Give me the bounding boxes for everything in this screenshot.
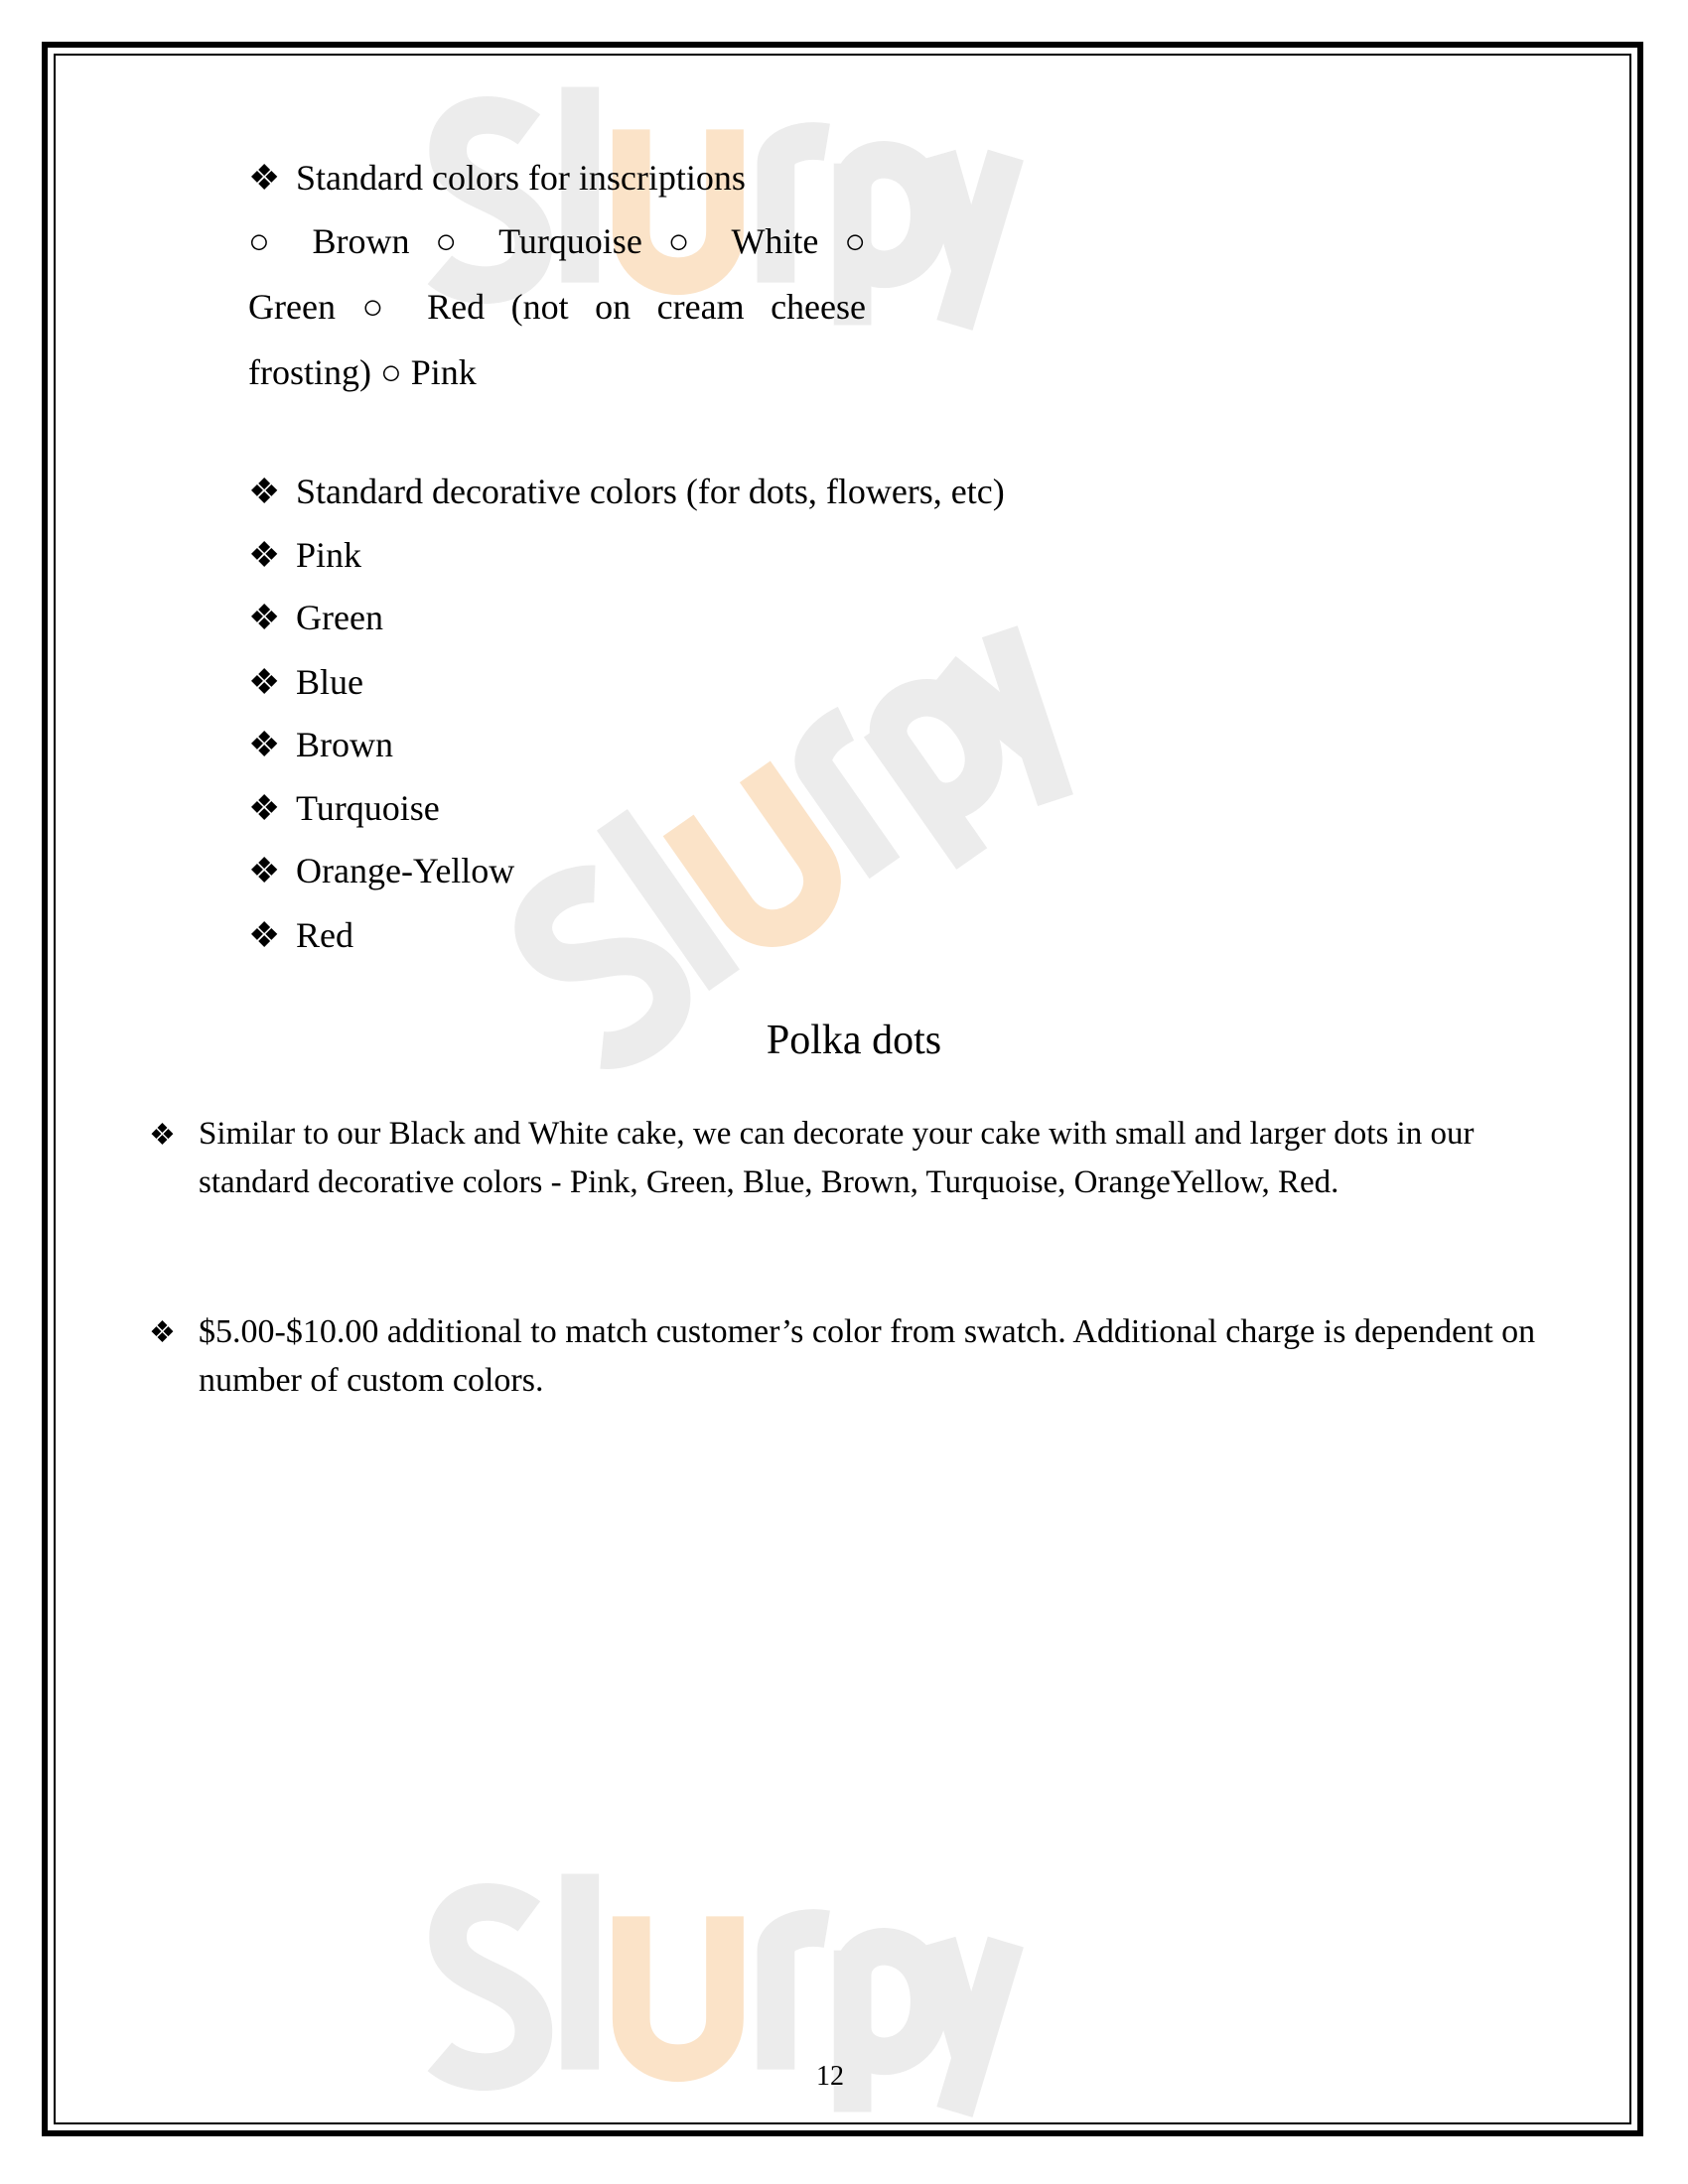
diamond-bullet-icon: ❖ (248, 472, 281, 511)
decorative-heading (248, 471, 1005, 512)
diamond-bullet-icon: ❖ (248, 788, 281, 828)
diamond-bullet-icon: ❖ (149, 1316, 176, 1349)
diamond-bullet-icon: ❖ (248, 725, 281, 764)
polka-paragraph: Similar to our Black and White cake, we can decorate your cake with small and larger dots in our standard decorative colors - Pink, Green, Blue, Brown, Turquoise, OrangeYellow, Red. (199, 1116, 1475, 1200)
inscription-colors-line: frosting) ○ Pink (248, 352, 477, 392)
list-item (248, 850, 514, 891)
item-text: Green (296, 598, 383, 637)
list-item (248, 597, 383, 638)
heading-text: Standard decorative colors (for dots, flowers, etc) (296, 472, 1005, 511)
item-text: Brown (296, 725, 393, 764)
page-number: 12 (816, 2061, 844, 2092)
item-text: Orange-Yellow (296, 851, 515, 890)
list-item (248, 724, 393, 765)
diamond-bullet-icon: ❖ (248, 662, 281, 702)
list-item (248, 787, 440, 829)
polka-paragraph: $5.00-$10.00 additional to match customer’s color from swatch. Additional charge is dependent on number of custom colors. (199, 1313, 1536, 1399)
heading-text: Standard colors for inscriptions (296, 158, 746, 198)
item-text: Red (296, 915, 353, 955)
diamond-bullet-icon: ❖ (149, 1119, 176, 1152)
diamond-bullet-icon: ❖ (248, 598, 281, 637)
item-text: Pink (296, 535, 362, 575)
item-text: Turquoise (296, 788, 440, 828)
item-text: Blue (296, 662, 363, 702)
diamond-bullet-icon: ❖ (248, 851, 281, 890)
polka-dots-title: Polka dots (766, 1018, 942, 1063)
list-item (248, 534, 361, 576)
diamond-bullet-icon: ❖ (248, 158, 281, 198)
list-item (248, 661, 363, 703)
inscription-colors-line: Green ○ Red (not on cream cheese (248, 287, 866, 327)
diamond-bullet-icon: ❖ (248, 535, 281, 575)
diamond-bullet-icon: ❖ (248, 915, 281, 955)
inscription-colors-line: ○ Brown ○ Turquoise ○ White ○ (248, 221, 866, 261)
inscriptions-heading (248, 157, 746, 199)
list-item (248, 914, 353, 956)
